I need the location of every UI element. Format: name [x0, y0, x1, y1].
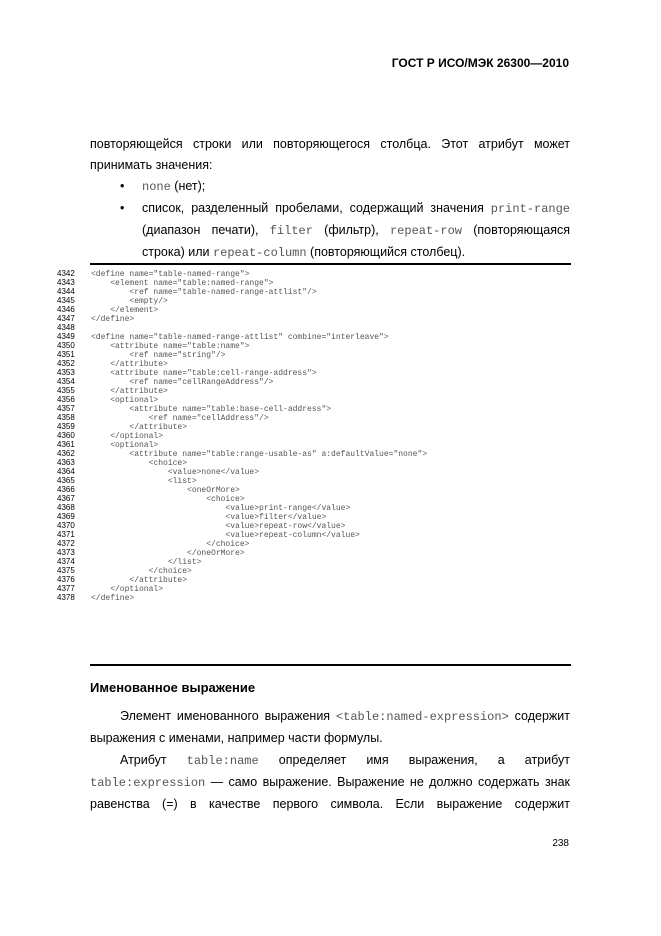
list-item [90, 176, 570, 198]
bullet-line [142, 242, 570, 264]
line-number: 4355 [57, 386, 75, 395]
code-text: <ref name="cellAddress"/> [91, 414, 269, 423]
line-number: 4347 [57, 314, 75, 323]
paragraph-text: — само выражение. Выражение не должно содержать знак [205, 775, 570, 789]
document-header: ГОСТ Р ИСО/МЭК 26300—2010 [391, 56, 569, 70]
line-number: 4350 [57, 341, 75, 350]
code-line [57, 287, 577, 296]
line-number: 4374 [57, 557, 75, 566]
line-number: 4343 [57, 278, 75, 287]
code-line [57, 278, 577, 287]
code-line [57, 386, 577, 395]
code-line [57, 584, 577, 593]
line-number: 4369 [57, 512, 75, 521]
paragraph-text: определяет имя выражения, а атрибут [258, 753, 570, 767]
line-number: 4370 [57, 521, 75, 530]
line-number: 4364 [57, 467, 75, 476]
code-listing [57, 269, 577, 602]
code-line [57, 530, 577, 539]
code-text: <define name="table-named-range"> [91, 270, 250, 279]
section-paragraph-1 [90, 706, 570, 749]
code-bottom-rule [90, 664, 571, 666]
intro-paragraph [90, 134, 570, 176]
code-term: repeat-row [389, 224, 462, 238]
code-line [57, 350, 577, 359]
code-text: </attribute> [91, 576, 188, 585]
bullet-text: (фильтр), [312, 223, 390, 237]
code-line [57, 413, 577, 422]
line-number: 4377 [57, 584, 75, 593]
code-text: <value>repeat-column</value> [91, 531, 360, 540]
intro-line: принимать значения: [90, 158, 213, 172]
code-text: <element name="table:named-range"> [91, 279, 274, 288]
section-heading: Именованное выражение [90, 680, 256, 695]
line-number: 4363 [57, 458, 75, 467]
line-number: 4359 [57, 422, 75, 431]
code-text: <choice> [91, 495, 245, 504]
section-paragraph-2 [90, 750, 570, 815]
line-number: 4375 [57, 566, 75, 575]
bullet-text: (нет); [170, 179, 206, 193]
line-number: 4371 [57, 530, 75, 539]
paragraph-line [90, 750, 570, 772]
list-item [90, 198, 570, 264]
code-text: <ref name="string"/> [91, 351, 226, 360]
code-line [57, 368, 577, 377]
line-number: 4362 [57, 449, 75, 458]
line-number: 4376 [57, 575, 75, 584]
code-text: <oneOrMore> [91, 486, 240, 495]
code-term: print-range [490, 202, 570, 216]
code-text: <value>none</value> [91, 468, 260, 477]
line-number: 4342 [57, 269, 75, 278]
code-text: </list> [91, 558, 202, 567]
code-text: <value>repeat-row</value> [91, 522, 346, 531]
line-number: 4348 [57, 323, 75, 332]
code-line [57, 512, 577, 521]
code-text: <attribute name="table:cell-range-address"> [91, 369, 317, 378]
line-number: 4361 [57, 440, 75, 449]
line-number: 4368 [57, 503, 75, 512]
paragraph-text: содержит [508, 709, 570, 723]
code-line [57, 548, 577, 557]
line-number: 4367 [57, 494, 75, 503]
code-term: table:name [186, 754, 259, 768]
bullet-text: список, разделенный пробелами, содержащий значения [142, 201, 491, 215]
code-line [57, 305, 577, 314]
code-text: <attribute name="table:name"> [91, 342, 250, 351]
code-line [57, 395, 577, 404]
code-term: table:expression [90, 776, 206, 790]
line-number: 4353 [57, 368, 75, 377]
code-text: </choice> [91, 567, 192, 576]
code-text: </optional> [91, 585, 164, 594]
code-line [57, 332, 577, 341]
code-text: <optional> [91, 441, 159, 450]
code-text: </element> [91, 306, 159, 315]
code-line [57, 494, 577, 503]
code-line [57, 521, 577, 530]
code-line [57, 422, 577, 431]
code-line [57, 557, 577, 566]
line-number: 4365 [57, 476, 75, 485]
bullet-icon: • [120, 179, 125, 193]
code-text: <empty/> [91, 297, 168, 306]
code-text: </define> [91, 594, 135, 603]
code-text: </attribute> [91, 387, 168, 396]
line-number: 4354 [57, 377, 75, 386]
code-line [57, 458, 577, 467]
code-line [57, 539, 577, 548]
bullet-text: строка) или [142, 245, 213, 259]
line-number: 4352 [57, 359, 75, 368]
paragraph-text: Элемент именованного выражения [120, 709, 336, 723]
code-text: <choice> [91, 459, 188, 468]
code-line [57, 485, 577, 494]
code-line [57, 503, 577, 512]
line-number: 4372 [57, 539, 75, 548]
code-text: <list> [91, 477, 197, 486]
code-text: <ref name="table-named-range-attlist"/> [91, 288, 317, 297]
code-line [57, 566, 577, 575]
bullet-icon: • [120, 201, 125, 215]
paragraph-text: Атрибут [120, 753, 187, 767]
intro-line: повторяющейся строки или повторяющегося столбца. Этот атрибут может [90, 137, 570, 151]
bullet-text: (повторяющаяся [461, 223, 570, 237]
code-text: </attribute> [91, 360, 168, 369]
code-line [57, 323, 577, 332]
page-number: 238 [552, 838, 569, 849]
code-top-rule [90, 263, 571, 265]
code-line [57, 467, 577, 476]
code-term: <table:named-expression> [335, 710, 509, 724]
line-number: 4357 [57, 404, 75, 413]
code-line [57, 440, 577, 449]
code-term: none [142, 180, 171, 194]
code-line [57, 593, 577, 602]
code-line [57, 269, 577, 278]
line-number: 4360 [57, 431, 75, 440]
paragraph-line: равенства (=) в качестве первого символа. Если выражение содержит [90, 797, 570, 811]
code-text: </define> [91, 315, 135, 324]
line-number: 4344 [57, 287, 75, 296]
code-line [57, 377, 577, 386]
code-line [57, 575, 577, 584]
line-number: 4356 [57, 395, 75, 404]
code-text: <optional> [91, 396, 159, 405]
code-text: <ref name="cellRangeAddress"/> [91, 378, 274, 387]
line-number: 4358 [57, 413, 75, 422]
paragraph-line: выражения с именами, например части формулы. [90, 731, 383, 745]
bullet-line [142, 198, 570, 220]
bullet-line [142, 220, 570, 242]
line-number: 4378 [57, 593, 75, 602]
code-term: filter [269, 224, 313, 238]
code-line [57, 476, 577, 485]
code-line [57, 449, 577, 458]
line-number: 4346 [57, 305, 75, 314]
bullet-text: (повторяющийся столбец). [306, 245, 466, 259]
bullet-text: (диапазон печати), [142, 223, 270, 237]
code-line [57, 359, 577, 368]
paragraph-line [90, 706, 570, 728]
code-text: </attribute> [91, 423, 188, 432]
code-line [57, 314, 577, 323]
code-line [57, 341, 577, 350]
code-text: <value>filter</value> [91, 513, 327, 522]
line-number: 4345 [57, 296, 75, 305]
line-number: 4373 [57, 548, 75, 557]
line-number: 4349 [57, 332, 75, 341]
code-text: </choice> [91, 540, 250, 549]
code-line [57, 296, 577, 305]
code-term: repeat-column [212, 246, 307, 260]
code-text: <attribute name="table:range-usable-as" a:defaultValue="none"> [91, 450, 428, 459]
code-text: </optional> [91, 432, 164, 441]
code-text: <attribute name="table:base-cell-address"> [91, 405, 332, 414]
code-text: <value>print-range</value> [91, 504, 351, 513]
paragraph-line [90, 772, 570, 794]
bullet-list [90, 176, 570, 264]
code-text: <define name="table-named-range-attlist" combine="interleave"> [91, 333, 389, 342]
code-line [57, 404, 577, 413]
line-number: 4351 [57, 350, 75, 359]
code-text: </oneOrMore> [91, 549, 245, 558]
code-line [57, 431, 577, 440]
line-number: 4366 [57, 485, 75, 494]
